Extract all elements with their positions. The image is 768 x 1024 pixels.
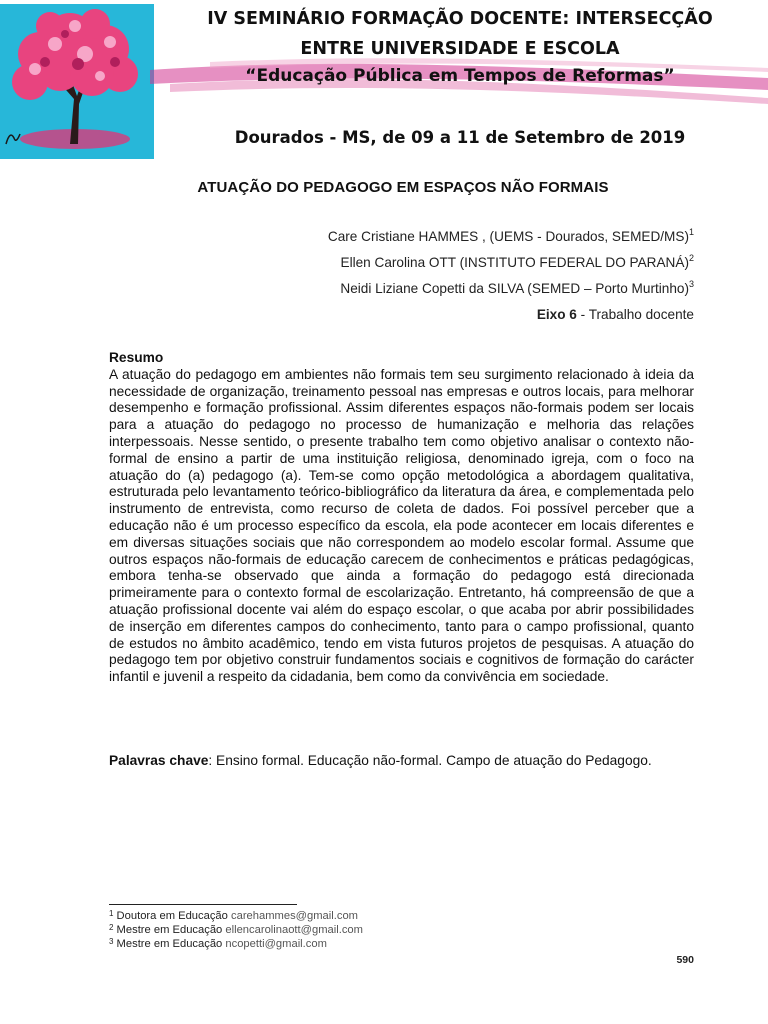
keywords-text: : Ensino formal. Educação não-formal. Campo de atuação do Pedagogo.: [208, 753, 652, 768]
event-logo-tree-image: [0, 4, 154, 159]
footnote-1-text: Doutora em Educação: [113, 910, 231, 922]
abstract-heading: Resumo: [109, 350, 164, 365]
footnote-3-text: Mestre em Educação: [113, 938, 226, 950]
seminar-date-place: Dourados - MS, de 09 a 11 de Setembro de 2019: [234, 128, 686, 147]
thematic-axis: [328, 302, 694, 328]
author-1-name: Care Cristiane HAMMES , (UEMS - Dourados, SEMED/MS): [327, 229, 689, 244]
seminar-subtitle: “Educação Pública em Tempos de Reformas”: [245, 66, 675, 86]
footnote-separator: [109, 904, 297, 905]
abstract-section: [109, 350, 694, 686]
footnote-3-email[interactable]: ncopetti@gmail.com: [225, 938, 327, 950]
footnote-3-number: 3: [109, 937, 114, 946]
abstract-body: A atuação do pedagogo em ambientes não formais tem seu surgimento relacionado à ideia da necessidade de organização, treinamento pessoal nas empresas e outros locais, para melhorar desempenho e formação profissional. Assim diferentes espaços não-formais podem ser locais para a atuação do pedagogo no processo de humanização e melhoria das relações interpessoais. Nesse sentido, o presente trabalho tem como objetivo analisar o contexto não-formal de ensino a partir de uma instituição religiosa, denominado igreja, com o foco na atuação do (a) pedagogo (a). Tem-se como opção metodológica a abordagem qualitativa, estruturada pelo levantamento teórico-bibliográfico da literatura da área, e complementada pelo instrumento de entrevista, como recurso de coleta de dados. Foi possível perceber que a educação não é um processo específico da escola, ela pode acontecer em locais diferentes e em diversas situações sociais que não correspondem ao modelo escolar formal. Assume que outros espaços não-formais de educação carecem de conhecimentos e práticas pedagógicas, embora tenha-se observado que ainda a formação do pedagogo está direcionada primeiramente para o contexto formal de escolarização. Entretanto, há compreensão de que a atuação profissional docente vai além do espaço escolar, o que acaba por abrir possibilidades de inserção em diferentes campos do conhecimento, tanto para o campo profissional, quanto de estudos no âmbito acadêmico, tendo em vista futuros projetos de pesquisas. A atuação do pedagogo tem por objetivo construir fundamentos sociais e cognitivos de formação do carácter infantil e juvenil a respeito da cidadania, bem como da convivência em sociedade.: [109, 366, 694, 685]
author-list: [328, 224, 694, 328]
seminar-title-line2: ENTRE UNIVERSIDADE E ESCOLA: [300, 39, 620, 59]
author-2: [328, 250, 694, 276]
author-3: [328, 276, 694, 302]
footnote-2-number: 2: [109, 923, 114, 932]
footnotes: [109, 909, 363, 951]
keywords-paragraph: [109, 752, 694, 769]
axis-text: - Trabalho docente: [576, 307, 694, 322]
footnote-2-email[interactable]: ellencarolinaott@gmail.com: [225, 924, 363, 936]
paper-title: ATUAÇÃO DO PEDAGOGO EM ESPAÇOS NÃO FORMAIS: [197, 179, 609, 196]
seminar-title-line1: IV SEMINÁRIO FORMAÇÃO DOCENTE: INTERSECÇÃO: [207, 9, 713, 29]
author-2-name: Ellen Carolina OTT (INSTITUTO FEDERAL DO PARANÁ): [340, 255, 689, 270]
author-1-footnote-marker: 1: [688, 227, 694, 237]
author-2-footnote-marker: 2: [688, 253, 694, 263]
footnote-1-number: 1: [109, 909, 114, 918]
keywords-label: Palavras chave: [109, 753, 209, 768]
footnote-1-email[interactable]: carehammes@gmail.com: [231, 910, 358, 922]
page-number: 590: [676, 954, 694, 966]
footnote-2-text: Mestre em Educação: [113, 924, 226, 936]
axis-label: Eixo 6: [536, 307, 577, 322]
author-3-name: Neidi Liziane Copetti da SILVA (SEMED – Porto Murtinho): [340, 281, 689, 296]
footnote-1: [109, 909, 363, 923]
footnote-3: [109, 937, 363, 951]
author-3-footnote-marker: 3: [688, 279, 694, 289]
author-1: [328, 224, 694, 250]
footnote-2: [109, 923, 363, 937]
